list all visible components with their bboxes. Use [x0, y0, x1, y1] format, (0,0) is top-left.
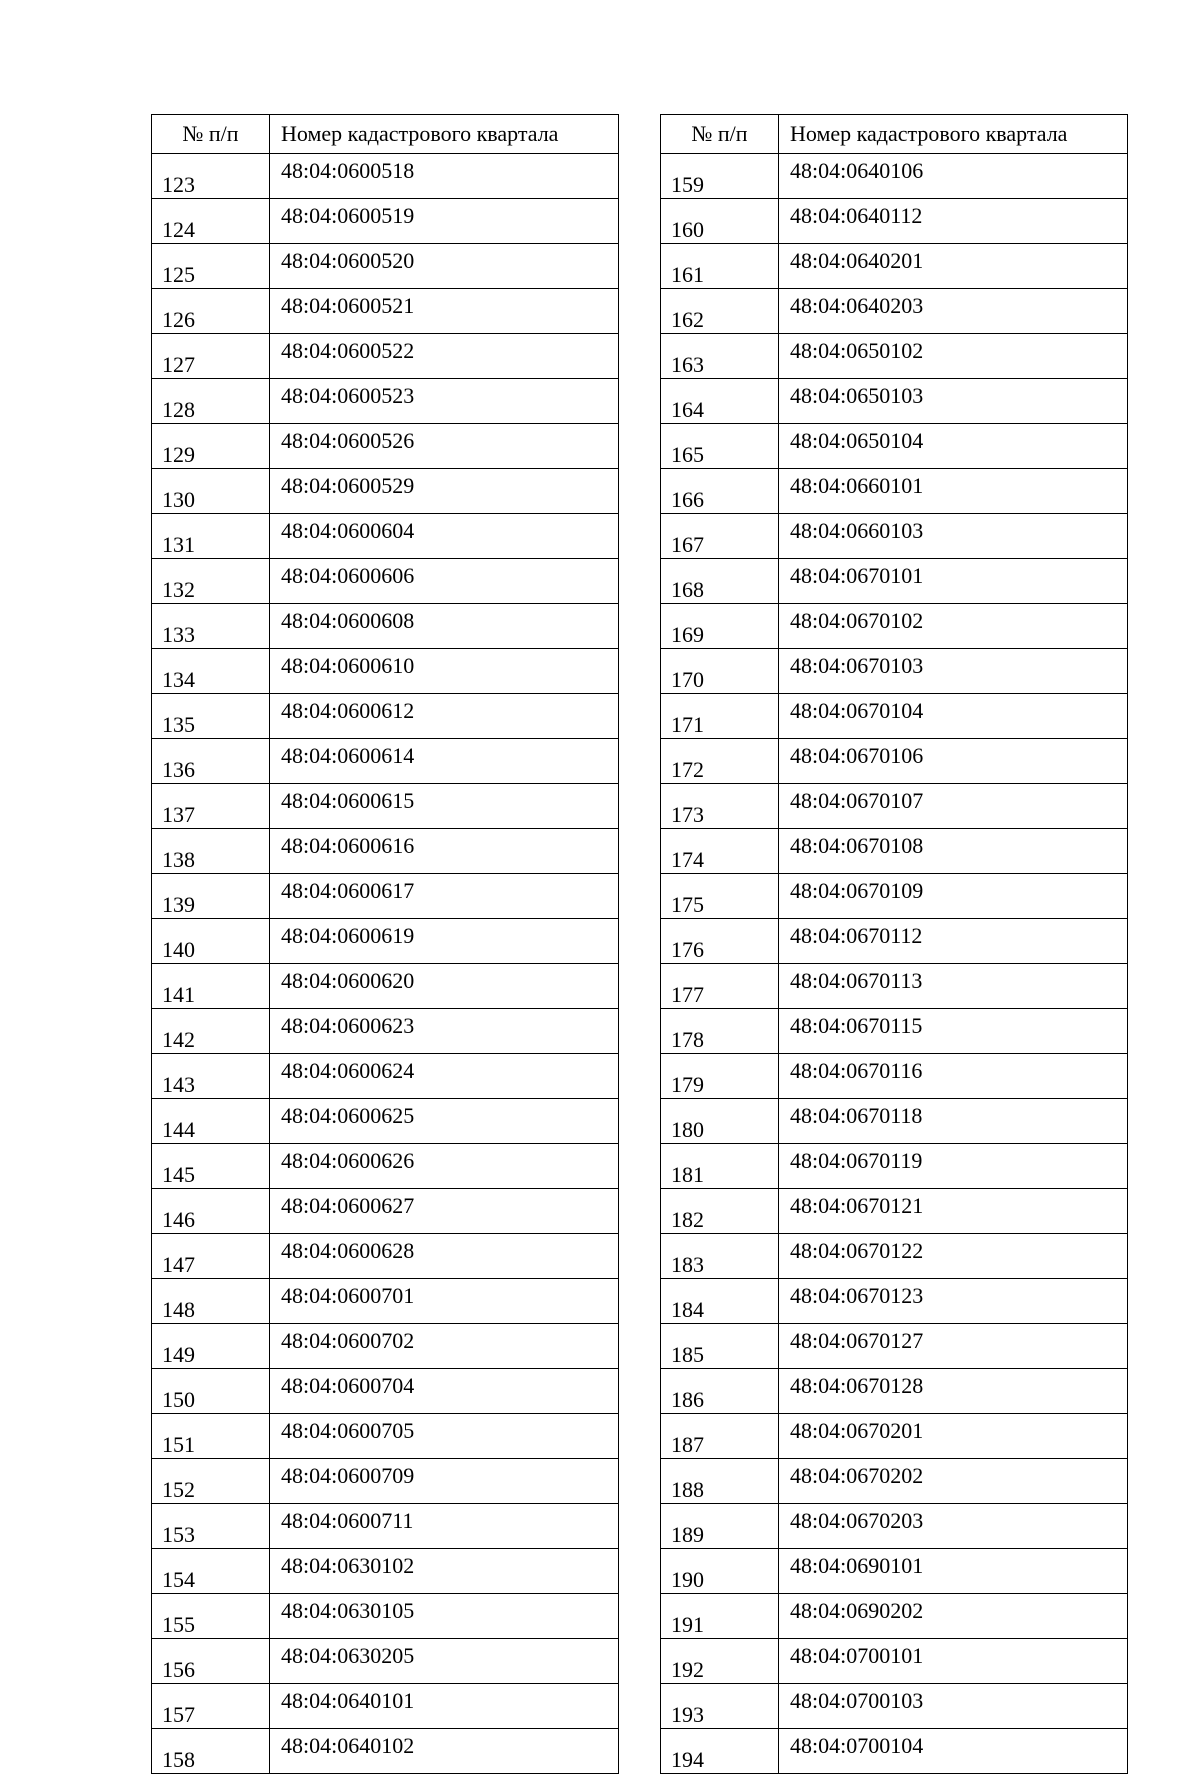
- table-row: [661, 874, 1128, 919]
- row-number-cell: 179: [661, 1054, 779, 1099]
- row-number-cell: 142: [152, 1009, 270, 1054]
- table-row: [661, 1549, 1128, 1594]
- row-number-cell: 141: [152, 964, 270, 1009]
- row-number-cell: 177: [661, 964, 779, 1009]
- cadastral-number-cell: 48:04:0630205: [270, 1639, 619, 1684]
- cadastral-number-cell: 48:04:0650103: [779, 379, 1128, 424]
- cadastral-number-cell: 48:04:0600615: [270, 784, 619, 829]
- table-row: [661, 1639, 1128, 1684]
- cadastral-number-cell: 48:04:0600623: [270, 1009, 619, 1054]
- row-number-cell: 167: [661, 514, 779, 559]
- cadastral-number-cell: 48:04:0630102: [270, 1549, 619, 1594]
- table-row: [661, 1594, 1128, 1639]
- cadastral-number-cell: 48:04:0670109: [779, 874, 1128, 919]
- table-row: [152, 199, 619, 244]
- row-number-cell: 165: [661, 424, 779, 469]
- table-row: [152, 244, 619, 289]
- table-row: [152, 739, 619, 784]
- table-row: [661, 289, 1128, 334]
- table-row: [661, 649, 1128, 694]
- cadastral-number-cell: 48:04:0600526: [270, 424, 619, 469]
- row-number-cell: 176: [661, 919, 779, 964]
- table-row: [152, 514, 619, 559]
- cadastral-number-cell: 48:04:0670201: [779, 1414, 1128, 1459]
- table-row: [152, 964, 619, 1009]
- table-row: [152, 919, 619, 964]
- cadastral-number-cell: 48:04:0640106: [779, 154, 1128, 199]
- cadastral-number-cell: 48:04:0670102: [779, 604, 1128, 649]
- table-row: [661, 1369, 1128, 1414]
- table-row: [661, 379, 1128, 424]
- row-number-cell: 159: [661, 154, 779, 199]
- table-body: [152, 154, 619, 1774]
- table-row: [152, 829, 619, 874]
- row-number-cell: 123: [152, 154, 270, 199]
- cadastral-number-cell: 48:04:0670118: [779, 1099, 1128, 1144]
- row-number-cell: 134: [152, 649, 270, 694]
- cadastral-number-cell: 48:04:0600614: [270, 739, 619, 784]
- cadastral-number-cell: 48:04:0640102: [270, 1729, 619, 1774]
- table-row: [661, 1504, 1128, 1549]
- table-row: [152, 334, 619, 379]
- row-number-cell: 154: [152, 1549, 270, 1594]
- table-row: [152, 1459, 619, 1504]
- cadastral-number-cell: 48:04:0670106: [779, 739, 1128, 784]
- table-row: [152, 1594, 619, 1639]
- row-number-cell: 137: [152, 784, 270, 829]
- table-row: [152, 649, 619, 694]
- table-row: [152, 1144, 619, 1189]
- row-number-cell: 180: [661, 1099, 779, 1144]
- row-number-cell: 143: [152, 1054, 270, 1099]
- cadastral-number-cell: 48:04:0600624: [270, 1054, 619, 1099]
- row-number-cell: 164: [661, 379, 779, 424]
- row-number-cell: 181: [661, 1144, 779, 1189]
- table-row: [661, 964, 1128, 1009]
- cadastral-number-cell: 48:04:0650104: [779, 424, 1128, 469]
- row-number-cell: 151: [152, 1414, 270, 1459]
- row-number-cell: 184: [661, 1279, 779, 1324]
- cadastral-number-cell: 48:04:0670202: [779, 1459, 1128, 1504]
- cadastral-number-cell: 48:04:0690101: [779, 1549, 1128, 1594]
- row-number-cell: 135: [152, 694, 270, 739]
- table-row: [661, 1009, 1128, 1054]
- row-number-cell: 188: [661, 1459, 779, 1504]
- table-row: [661, 919, 1128, 964]
- table-row: [152, 1504, 619, 1549]
- cadastral-table-left: [151, 114, 619, 1774]
- table-row: [661, 1324, 1128, 1369]
- row-number-cell: 132: [152, 559, 270, 604]
- row-number-cell: 124: [152, 199, 270, 244]
- row-number-cell: 148: [152, 1279, 270, 1324]
- row-number-cell: 173: [661, 784, 779, 829]
- row-number-cell: 166: [661, 469, 779, 514]
- cadastral-number-cell: 48:04:0670101: [779, 559, 1128, 604]
- table-row: [661, 199, 1128, 244]
- row-number-cell: 175: [661, 874, 779, 919]
- row-number-cell: 150: [152, 1369, 270, 1414]
- cadastral-number-cell: 48:04:0600610: [270, 649, 619, 694]
- table-row: [661, 424, 1128, 469]
- cadastral-number-cell: 48:04:0670127: [779, 1324, 1128, 1369]
- cadastral-number-cell: 48:04:0670112: [779, 919, 1128, 964]
- table-row: [152, 1189, 619, 1234]
- table-row: [661, 334, 1128, 379]
- row-number-cell: 161: [661, 244, 779, 289]
- table-row: [152, 424, 619, 469]
- cadastral-number-cell: 48:04:0600520: [270, 244, 619, 289]
- cadastral-number-cell: 48:04:0700101: [779, 1639, 1128, 1684]
- cadastral-table-right: [660, 114, 1128, 1774]
- row-number-cell: 168: [661, 559, 779, 604]
- cadastral-number-cell: 48:04:0600518: [270, 154, 619, 199]
- cadastral-number-cell: 48:04:0600626: [270, 1144, 619, 1189]
- table-row: [661, 784, 1128, 829]
- table-row: [152, 1279, 619, 1324]
- cadastral-number-cell: 48:04:0600529: [270, 469, 619, 514]
- cadastral-number-cell: 48:04:0600625: [270, 1099, 619, 1144]
- row-number-cell: 162: [661, 289, 779, 334]
- cadastral-number-cell: 48:04:0600709: [270, 1459, 619, 1504]
- cadastral-number-cell: 48:04:0640101: [270, 1684, 619, 1729]
- cadastral-number-cell: 48:04:0670103: [779, 649, 1128, 694]
- row-number-cell: 152: [152, 1459, 270, 1504]
- cadastral-number-cell: 48:04:0700103: [779, 1684, 1128, 1729]
- cadastral-number-cell: 48:04:0600620: [270, 964, 619, 1009]
- row-number-cell: 185: [661, 1324, 779, 1369]
- table-row: [661, 1459, 1128, 1504]
- cadastral-number-cell: 48:04:0600617: [270, 874, 619, 919]
- table-row: [152, 469, 619, 514]
- table-row: [661, 1099, 1128, 1144]
- header-row-number: № п/п: [661, 115, 779, 154]
- row-number-cell: 149: [152, 1324, 270, 1369]
- table-row: [152, 379, 619, 424]
- cadastral-number-cell: 48:04:0670122: [779, 1234, 1128, 1279]
- table-row: [152, 1414, 619, 1459]
- row-number-cell: 145: [152, 1144, 270, 1189]
- cadastral-number-cell: 48:04:0670121: [779, 1189, 1128, 1234]
- row-number-cell: 194: [661, 1729, 779, 1774]
- row-number-cell: 136: [152, 739, 270, 784]
- table-row: [661, 154, 1128, 199]
- cadastral-number-cell: 48:04:0600521: [270, 289, 619, 334]
- cadastral-number-cell: 48:04:0600519: [270, 199, 619, 244]
- table-row: [152, 1099, 619, 1144]
- cadastral-number-cell: 48:04:0670107: [779, 784, 1128, 829]
- cadastral-number-cell: 48:04:0600705: [270, 1414, 619, 1459]
- row-number-cell: 144: [152, 1099, 270, 1144]
- row-number-cell: 171: [661, 694, 779, 739]
- table-row: [152, 1234, 619, 1279]
- table-row: [152, 1639, 619, 1684]
- row-number-cell: 133: [152, 604, 270, 649]
- cadastral-number-cell: 48:04:0600702: [270, 1324, 619, 1369]
- header-row-number: № п/п: [152, 115, 270, 154]
- row-number-cell: 129: [152, 424, 270, 469]
- cadastral-number-cell: 48:04:0670108: [779, 829, 1128, 874]
- cadastral-number-cell: 48:04:0600616: [270, 829, 619, 874]
- row-number-cell: 169: [661, 604, 779, 649]
- table-header-row: [152, 115, 619, 154]
- row-number-cell: 191: [661, 1594, 779, 1639]
- row-number-cell: 147: [152, 1234, 270, 1279]
- table-row: [152, 154, 619, 199]
- cadastral-number-cell: 48:04:0600612: [270, 694, 619, 739]
- table-row: [661, 469, 1128, 514]
- row-number-cell: 170: [661, 649, 779, 694]
- table-row: [661, 1279, 1128, 1324]
- cadastral-number-cell: 48:04:0600628: [270, 1234, 619, 1279]
- cadastral-number-cell: 48:04:0670104: [779, 694, 1128, 739]
- table-row: [661, 739, 1128, 784]
- cadastral-number-cell: 48:04:0600627: [270, 1189, 619, 1234]
- table-row: [152, 1054, 619, 1099]
- table-row: [152, 604, 619, 649]
- table-row: [661, 604, 1128, 649]
- row-number-cell: 172: [661, 739, 779, 784]
- table-row: [661, 1414, 1128, 1459]
- table-row: [152, 1729, 619, 1774]
- row-number-cell: 139: [152, 874, 270, 919]
- table-row: [152, 1324, 619, 1369]
- table-row: [661, 559, 1128, 604]
- row-number-cell: 160: [661, 199, 779, 244]
- cadastral-number-cell: 48:04:0670203: [779, 1504, 1128, 1549]
- row-number-cell: 126: [152, 289, 270, 334]
- cadastral-number-cell: 48:04:0600704: [270, 1369, 619, 1414]
- row-number-cell: 189: [661, 1504, 779, 1549]
- cadastral-number-cell: 48:04:0600711: [270, 1504, 619, 1549]
- cadastral-number-cell: 48:04:0670115: [779, 1009, 1128, 1054]
- cadastral-number-cell: 48:04:0700104: [779, 1729, 1128, 1774]
- row-number-cell: 186: [661, 1369, 779, 1414]
- cadastral-number-cell: 48:04:0660103: [779, 514, 1128, 559]
- cadastral-number-cell: 48:04:0600523: [270, 379, 619, 424]
- header-cadastral-quarter: Номер кадастрового квартала: [779, 115, 1128, 154]
- row-number-cell: 193: [661, 1684, 779, 1729]
- table-row: [661, 244, 1128, 289]
- row-number-cell: 178: [661, 1009, 779, 1054]
- row-number-cell: 163: [661, 334, 779, 379]
- table-row: [152, 1369, 619, 1414]
- cadastral-number-cell: 48:04:0600608: [270, 604, 619, 649]
- cadastral-number-cell: 48:04:0640201: [779, 244, 1128, 289]
- table-row: [152, 1009, 619, 1054]
- row-number-cell: 157: [152, 1684, 270, 1729]
- table-body: [661, 154, 1128, 1774]
- row-number-cell: 182: [661, 1189, 779, 1234]
- row-number-cell: 140: [152, 919, 270, 964]
- row-number-cell: 131: [152, 514, 270, 559]
- table-row: [661, 1729, 1128, 1774]
- row-number-cell: 192: [661, 1639, 779, 1684]
- row-number-cell: 128: [152, 379, 270, 424]
- cadastral-number-cell: 48:04:0650102: [779, 334, 1128, 379]
- row-number-cell: 158: [152, 1729, 270, 1774]
- row-number-cell: 125: [152, 244, 270, 289]
- header-cadastral-quarter: Номер кадастрового квартала: [270, 115, 619, 154]
- row-number-cell: 187: [661, 1414, 779, 1459]
- table-row: [152, 694, 619, 739]
- table-row: [661, 1054, 1128, 1099]
- cadastral-number-cell: 48:04:0670113: [779, 964, 1128, 1009]
- table-row: [152, 289, 619, 334]
- row-number-cell: 146: [152, 1189, 270, 1234]
- row-number-cell: 138: [152, 829, 270, 874]
- row-number-cell: 183: [661, 1234, 779, 1279]
- table-row: [152, 1684, 619, 1729]
- row-number-cell: 153: [152, 1504, 270, 1549]
- cadastral-number-cell: 48:04:0600619: [270, 919, 619, 964]
- row-number-cell: 190: [661, 1549, 779, 1594]
- cadastral-number-cell: 48:04:0600606: [270, 559, 619, 604]
- row-number-cell: 174: [661, 829, 779, 874]
- cadastral-number-cell: 48:04:0690202: [779, 1594, 1128, 1639]
- table-row: [661, 829, 1128, 874]
- row-number-cell: 155: [152, 1594, 270, 1639]
- table-row: [661, 1684, 1128, 1729]
- row-number-cell: 156: [152, 1639, 270, 1684]
- table-row: [661, 1144, 1128, 1189]
- table-row: [661, 514, 1128, 559]
- table-row: [152, 1549, 619, 1594]
- table-row: [152, 874, 619, 919]
- cadastral-number-cell: 48:04:0600701: [270, 1279, 619, 1324]
- cadastral-number-cell: 48:04:0630105: [270, 1594, 619, 1639]
- cadastral-number-cell: 48:04:0640112: [779, 199, 1128, 244]
- row-number-cell: 130: [152, 469, 270, 514]
- table-row: [661, 694, 1128, 739]
- table-row: [152, 559, 619, 604]
- cadastral-number-cell: 48:04:0670116: [779, 1054, 1128, 1099]
- table-header-row: [661, 115, 1128, 154]
- cadastral-number-cell: 48:04:0670119: [779, 1144, 1128, 1189]
- cadastral-number-cell: 48:04:0600522: [270, 334, 619, 379]
- table-row: [152, 784, 619, 829]
- cadastral-number-cell: 48:04:0670128: [779, 1369, 1128, 1414]
- table-row: [661, 1234, 1128, 1279]
- cadastral-number-cell: 48:04:0600604: [270, 514, 619, 559]
- cadastral-number-cell: 48:04:0640203: [779, 289, 1128, 334]
- cadastral-number-cell: 48:04:0670123: [779, 1279, 1128, 1324]
- row-number-cell: 127: [152, 334, 270, 379]
- table-row: [661, 1189, 1128, 1234]
- cadastral-number-cell: 48:04:0660101: [779, 469, 1128, 514]
